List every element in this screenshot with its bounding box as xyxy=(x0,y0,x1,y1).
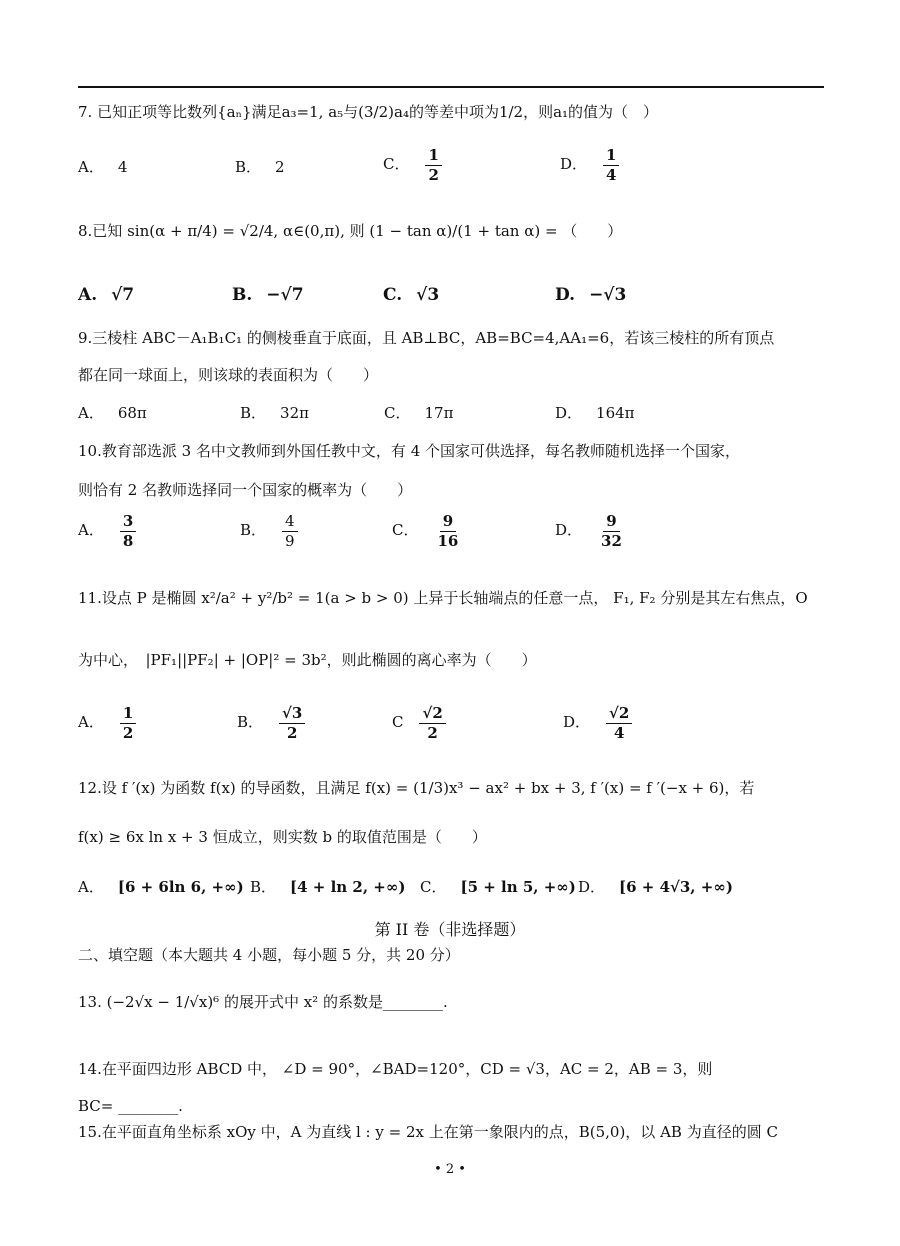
option-label: D. xyxy=(555,285,576,305)
q9-stem-line1: 9.三棱柱 ABC－A₁B₁C₁ 的侧棱垂直于底面，且 AB⊥BC，AB=BC=4,AA₁=6，若该三棱柱的所有顶点 xyxy=(78,329,775,347)
option-label: C． xyxy=(384,404,411,422)
q8-option-a[interactable] xyxy=(78,285,134,305)
option-value: −√3 xyxy=(589,285,627,305)
option-label: A． xyxy=(78,158,104,176)
option-value: √3 xyxy=(416,285,440,305)
fraction: $\frac{1}{4}$ xyxy=(603,146,619,185)
q10-option-d[interactable] xyxy=(555,512,627,551)
q7-option-c[interactable] xyxy=(383,146,444,185)
q10-stem-line1: 10.教育部选派 3 名中文教师到外国任教中文，有 4 个国家可供选择，每名教师随机选择一个国家， xyxy=(78,442,741,460)
q14-stem-line1: 14.在平面四边形 ABCD 中， ∠D = 90°，∠BAD=120°，CD = √3，AC = 2，AB = 3，则 xyxy=(78,1060,713,1078)
q11-option-d[interactable] xyxy=(563,704,634,743)
q11-option-a[interactable] xyxy=(78,704,138,743)
fraction: $\frac{9}{16}$ xyxy=(437,512,459,550)
option-label: C． xyxy=(392,521,419,540)
q10-option-a[interactable] xyxy=(78,512,138,551)
option-value: 4 xyxy=(117,158,128,176)
option-label: B． xyxy=(235,158,262,176)
q11-option-b[interactable] xyxy=(237,704,307,743)
option-label: C. xyxy=(383,285,403,305)
q12-option-d[interactable] xyxy=(578,878,733,896)
option-label: A． xyxy=(78,713,104,732)
q9-option-c[interactable] xyxy=(384,404,453,422)
option-label: D． xyxy=(563,713,591,732)
q7-option-d[interactable] xyxy=(560,146,621,185)
q14-stem-line2: BC= ________. xyxy=(78,1097,183,1115)
section-title: 第 II 卷（非选择题） xyxy=(374,920,526,939)
q7-option-a[interactable] xyxy=(78,158,127,176)
option-value: 68π xyxy=(117,404,147,422)
page-number: • 2 • xyxy=(434,1162,466,1177)
top-rule xyxy=(78,86,824,88)
q13-stem: 13. (−2√x − 1/√x)⁶ 的展开式中 x² 的系数是________. xyxy=(78,993,448,1011)
q12-option-b[interactable] xyxy=(250,878,405,896)
q10-stem-line2: 则恰有 2 名教师选择同一个国家的概率为（ ） xyxy=(78,481,413,499)
option-label: B． xyxy=(240,521,267,540)
q11-stem-line1: 11.设点 P 是椭圆 x²/a² + y²/b² = 1(a > b > 0) 上异于长轴端点的任意一点， F₁, F₂ 分别是其左右焦点，O xyxy=(78,589,808,607)
option-label: A． xyxy=(78,404,104,422)
option-value: [6 + 4√3, +∞) xyxy=(619,878,733,896)
q12-stem-line1: 12.设 f ′(x) 为函数 f(x) 的导函数，且满足 f(x) = (1/3)x³ − ax² + bx + 3, f ′(x) = f ′(−x + 6)，若 xyxy=(78,779,755,797)
option-value: 164π xyxy=(596,404,635,422)
q9-option-a[interactable] xyxy=(78,404,147,422)
option-label: D． xyxy=(555,404,583,422)
option-label: D． xyxy=(560,155,588,174)
option-label: B． xyxy=(237,713,264,732)
option-value: [4 + ln 2, +∞) xyxy=(290,878,406,896)
q8-stem: 8.已知 sin(α + π/4) = √2/4, α∈(0,π), 则 (1 − tan α)/(1 + tan α) = （ ） xyxy=(78,222,623,240)
q7-stem: 7. 已知正项等比数列{aₙ}满足a₃=1, a₅与(3/2)a₄的等差中项为1/2，则a₁的值为（ ） xyxy=(78,103,659,121)
q10-option-c[interactable] xyxy=(392,512,463,551)
option-value: 32π xyxy=(280,404,309,422)
option-label: C． xyxy=(420,878,447,896)
q11-option-c[interactable] xyxy=(392,704,448,743)
option-value: 17π xyxy=(424,404,454,422)
option-label: A． xyxy=(78,521,104,540)
option-value: [5 + ln 5, +∞) xyxy=(460,878,576,896)
option-label: C xyxy=(392,713,404,732)
fraction: $\frac{3}{8}$ xyxy=(120,512,136,551)
q11-stem-line2: 为中心， |PF₁||PF₂| + |OP|² = 3b²，则此椭圆的离心率为（ ） xyxy=(78,651,537,669)
q8-option-c[interactable] xyxy=(383,285,439,305)
option-label: D． xyxy=(555,521,583,540)
fraction: $\frac{4}{9}$ xyxy=(282,512,298,551)
q12-option-c[interactable] xyxy=(420,878,576,896)
fraction: $\frac{√2}{2}$ xyxy=(419,704,445,743)
fraction: $\frac{√3}{2}$ xyxy=(279,704,305,743)
option-value: [6 + 6ln 6, +∞) xyxy=(117,878,244,896)
q9-option-b[interactable] xyxy=(240,404,309,422)
q12-stem-line2: f(x) ≥ 6x ln x + 3 恒成立，则实数 b 的取值范围是（ ） xyxy=(78,828,487,846)
option-label: B. xyxy=(232,285,253,305)
option-value: −√7 xyxy=(266,285,304,305)
fraction: $\frac{1}{2}$ xyxy=(120,704,136,743)
fraction: $\frac{9}{32}$ xyxy=(601,512,622,550)
option-value: √7 xyxy=(111,285,135,305)
option-label: A. xyxy=(78,285,98,305)
fraction: $\frac{1}{2}$ xyxy=(425,146,441,185)
option-label: B． xyxy=(250,878,277,896)
q7-option-b[interactable] xyxy=(235,158,285,176)
option-label: D． xyxy=(578,878,606,896)
q8-option-b[interactable] xyxy=(232,285,304,305)
q12-option-a[interactable] xyxy=(78,878,244,896)
option-label: C． xyxy=(383,155,410,174)
q9-stem-line2: 都在同一球面上，则该球的表面积为（ ） xyxy=(78,366,379,384)
q15-stem: 15.在平面直角坐标系 xOy 中，A 为直线 l : y = 2x 上在第一象限内的点，B(5,0)，以 AB 为直径的圆 C xyxy=(78,1123,778,1141)
option-label: A． xyxy=(78,878,104,896)
part2-heading: 二、填空题（本大题共 4 小题，每小题 5 分，共 20 分） xyxy=(78,946,460,964)
q8-option-d[interactable] xyxy=(555,285,626,305)
option-value: 2 xyxy=(275,158,285,176)
option-label: B． xyxy=(240,404,267,422)
q9-option-d[interactable] xyxy=(555,404,635,422)
fraction: $\frac{√2}{4}$ xyxy=(606,704,632,743)
q10-option-b[interactable] xyxy=(240,512,300,551)
